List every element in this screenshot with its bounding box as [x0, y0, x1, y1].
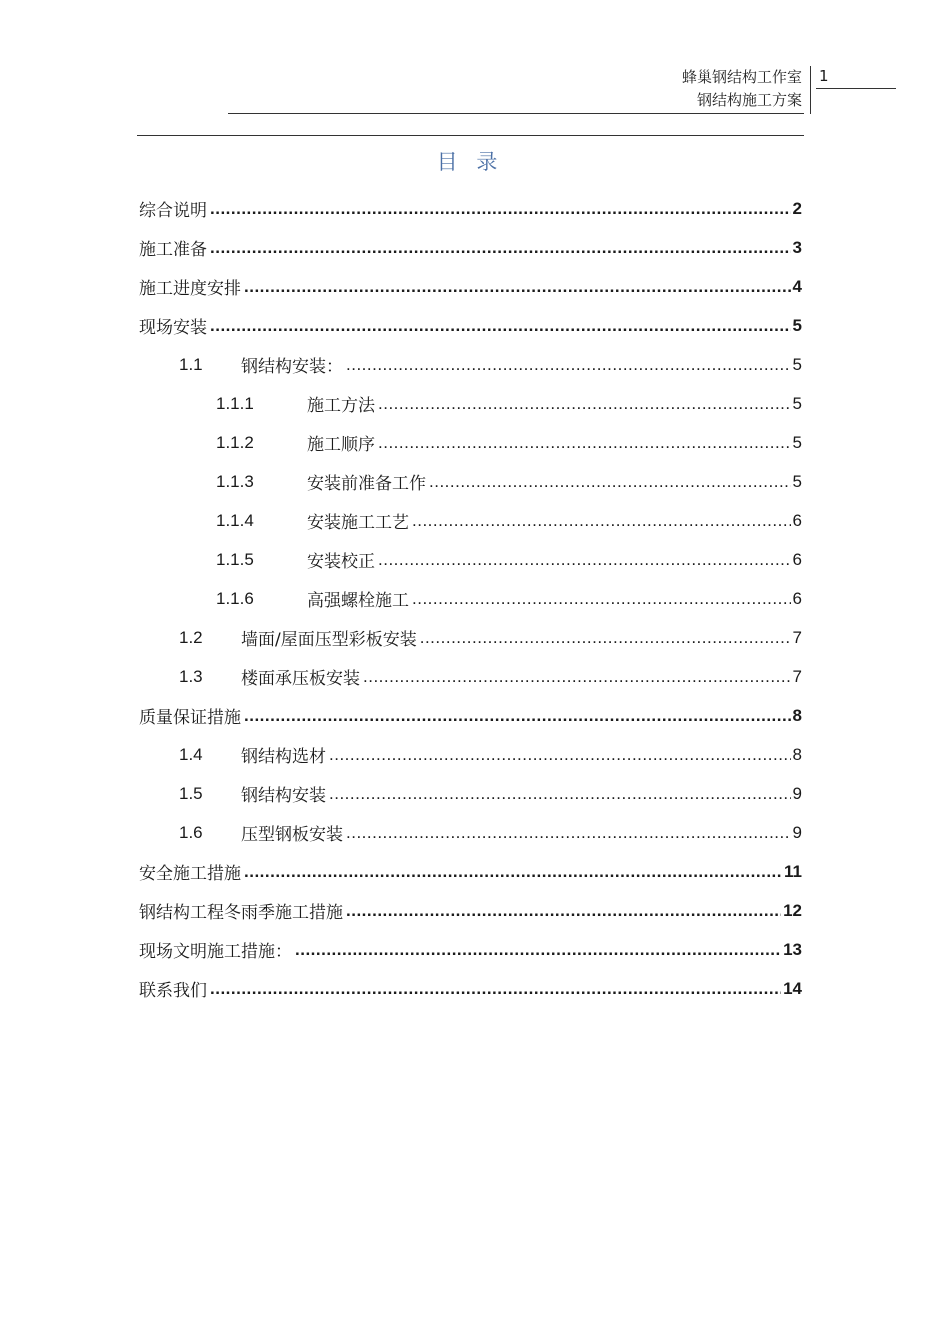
page-number: 1: [819, 67, 829, 85]
toc-entry-label: 钢结构选材: [241, 747, 326, 767]
toc-entry[interactable]: [216, 501, 802, 540]
toc-dot-leader: [346, 823, 791, 843]
toc-entry-number: 1.1.2: [216, 432, 254, 452]
toc-entry[interactable]: [139, 189, 802, 228]
toc-entry-page: 6: [792, 549, 802, 569]
toc-entry-label: 钢结构安装：: [241, 357, 343, 377]
toc-dot-leader: [346, 901, 781, 921]
toc-entry-number: 1.3: [179, 666, 203, 686]
toc-entry-label: 施工顺序: [307, 435, 375, 455]
toc-entry-page: 5: [792, 393, 802, 413]
toc-entry[interactable]: [216, 462, 802, 501]
toc-entry-page: 5: [792, 315, 802, 335]
toc-entry-number: 1.4: [179, 744, 203, 764]
toc-entry[interactable]: [216, 579, 802, 618]
toc-dot-leader: [429, 472, 791, 492]
toc-entry-page: 9: [792, 822, 802, 842]
toc-dot-leader: [346, 355, 791, 375]
toc-entry-page: 7: [792, 666, 802, 686]
toc-dot-leader: [412, 511, 791, 531]
toc-entry-label: 压型钢板安装: [241, 825, 343, 845]
toc-entry-number: 1.1.3: [216, 471, 254, 491]
toc-entry-label: 施工进度安排: [139, 279, 241, 299]
toc-dot-leader: [244, 277, 791, 297]
toc-entry-number: 1.1.1: [216, 393, 254, 413]
page-number-rule: [816, 88, 896, 89]
toc-entry-label: 现场文明施工措施：: [139, 942, 292, 962]
toc-entry-page: 11: [784, 861, 802, 881]
toc-entry-label: 联系我们: [139, 981, 207, 1001]
toc-dot-leader: [378, 394, 791, 414]
toc-entry-number: 1.1: [179, 354, 203, 374]
toc-entry-page: 8: [792, 744, 802, 764]
toc-entry-page: 8: [792, 705, 802, 725]
toc-entry-page: 5: [792, 471, 802, 491]
toc-entry-label: 钢结构工程冬雨季施工措施: [139, 903, 343, 923]
toc-entry-label: 综合说明: [139, 201, 207, 221]
toc-dot-leader: [412, 589, 791, 609]
toc-dot-leader: [378, 433, 791, 453]
toc-entry[interactable]: [179, 735, 802, 774]
toc-entry[interactable]: [179, 618, 802, 657]
toc-dot-leader: [244, 862, 782, 882]
toc-entry-page: 6: [792, 588, 802, 608]
running-header: [682, 66, 802, 112]
toc-dot-leader: [295, 940, 781, 960]
toc-entry-label: 质量保证措施: [139, 708, 241, 728]
toc-entry[interactable]: [139, 306, 802, 345]
toc-entry-label: 高强螺栓施工: [307, 591, 409, 611]
toc-entry[interactable]: [139, 852, 802, 891]
toc-entry[interactable]: [179, 813, 802, 852]
header-company: 蜂巢钢结构工作室: [681, 68, 802, 86]
toc-dot-leader: [210, 316, 791, 336]
toc-entry-label: 安装施工工艺: [307, 513, 409, 533]
toc-dot-leader: [210, 979, 781, 999]
toc-title: 目 录: [436, 150, 504, 174]
toc-dot-leader: [210, 199, 791, 219]
toc-entry-number: 1.1.6: [216, 588, 254, 608]
toc-entry[interactable]: [179, 774, 802, 813]
toc-entry-label: 施工方法: [307, 396, 375, 416]
toc-entry[interactable]: [179, 345, 802, 384]
toc-entry-number: 1.1.5: [216, 549, 254, 569]
toc-entry-page: 9: [792, 783, 802, 803]
toc-entry[interactable]: [139, 267, 802, 306]
toc-entry-label: 安全施工措施: [139, 864, 241, 884]
toc-dot-leader: [210, 238, 791, 258]
toc-entry-page: 14: [783, 978, 802, 998]
header-document-title: 钢结构施工方案: [696, 91, 802, 109]
toc-dot-leader: [244, 706, 791, 726]
toc-entry[interactable]: [216, 423, 802, 462]
toc-entry[interactable]: [139, 696, 802, 735]
toc-entry-page: 5: [792, 354, 802, 374]
toc-entry-label: 现场安装: [139, 318, 207, 338]
toc-dot-leader: [329, 784, 791, 804]
toc-entry-number: 1.5: [179, 783, 203, 803]
toc-entry[interactable]: [139, 969, 802, 1008]
header-rule: [228, 113, 804, 114]
toc-entry-page: 3: [792, 237, 802, 257]
toc-entry-number: 1.6: [179, 822, 203, 842]
toc-entry-page: 2: [792, 198, 802, 218]
header-divider: [810, 66, 811, 114]
toc-entry-page: 4: [792, 276, 802, 296]
toc-entry[interactable]: [139, 891, 802, 930]
toc-entry-page: 13: [783, 939, 802, 959]
toc-entry-number: 1.1.4: [216, 510, 254, 530]
toc-entry-page: 7: [792, 627, 802, 647]
toc-entry-label: 墙面/屋面压型彩板安装: [241, 630, 417, 650]
toc-entry-label: 安装校正: [307, 552, 375, 572]
toc-entry-page: 6: [792, 510, 802, 530]
toc-entry-page: 5: [792, 432, 802, 452]
toc-entry-label: 施工准备: [139, 240, 207, 260]
toc-dot-leader: [420, 628, 791, 648]
toc-entry[interactable]: [139, 228, 802, 267]
toc-entry[interactable]: [216, 540, 802, 579]
toc-entry[interactable]: [216, 384, 802, 423]
toc-entry[interactable]: [139, 930, 802, 969]
toc-entry-label: 楼面承压板安装: [241, 669, 360, 689]
toc-entry-label: 安装前准备工作: [307, 474, 426, 494]
toc-entry-label: 钢结构安装: [241, 786, 326, 806]
top-rule: [137, 135, 804, 136]
toc-entry-page: 12: [783, 900, 802, 920]
toc-entry-number: 1.2: [179, 627, 203, 647]
toc-dot-leader: [363, 667, 791, 687]
toc-entry[interactable]: [179, 657, 802, 696]
toc-dot-leader: [329, 745, 791, 765]
toc-dot-leader: [378, 550, 791, 570]
